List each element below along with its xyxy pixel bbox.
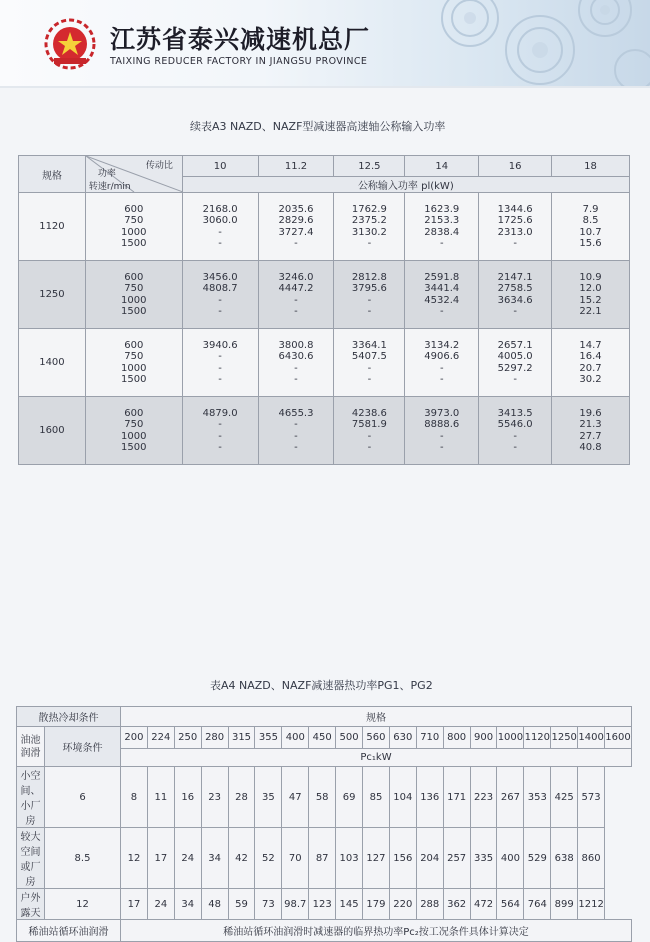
power-value: 4532.4 [424,294,460,306]
speed-cell [85,329,182,397]
power-value: - [218,419,222,430]
power-cell [552,261,630,329]
thermal-power-cell: 35 [255,767,282,828]
thermal-power-cell: 288 [416,889,443,920]
thermal-power-cell: 11 [147,767,174,828]
power-value: 1725.6 [497,215,533,226]
size-header: 1250 [551,727,578,749]
table-row [19,261,630,329]
company-name-en: TAIXING REDUCER FACTORY IN JIANGSU PROVINCE [110,56,368,67]
thermal-power-cell: 127 [363,828,390,889]
power-value: 27.7 [579,430,602,442]
thermal-power-cell: 335 [470,828,497,889]
ratio-header: 16 [479,156,552,177]
env-label: 较大空间或厂房 [17,828,45,889]
power-cell [479,329,552,397]
company-logo-icon [44,18,96,70]
power-value: - [294,430,298,442]
power-value: 40.8 [579,442,602,453]
thermal-power-cell: 171 [443,767,470,828]
power-value: 4879.0 [202,407,238,419]
unit-cell: Pc₁kW [121,749,632,767]
power-value: 30.2 [579,374,602,385]
power-value: - [439,362,444,374]
table-a4-caption: 表A4 NAZD、NAZF减速器热功率PG1、PG2 [210,679,433,692]
power-cell [182,261,258,329]
speed-value: 1000 [121,226,147,238]
power-value: - [367,430,372,442]
power-value: - [218,238,222,249]
power-cell [258,261,334,329]
power-value: 5297.2 [497,362,533,374]
power-cell [182,397,258,465]
power-value: 3130.2 [351,226,387,238]
power-value: 4906.6 [424,351,460,362]
power-value: 3727.4 [278,226,314,238]
table-a3 [18,155,630,465]
thermal-power-cell: 58 [309,767,336,828]
size-header: 224 [147,727,174,749]
thermal-power-cell: 24 [147,889,174,920]
thermal-power-cell: 1212 [578,889,605,920]
gear-decoration-icon [390,0,650,88]
speed-value: 1000 [121,294,147,306]
speed-value: 1500 [121,442,147,453]
col-spec-header: 规格 [19,156,86,193]
speed-value: 1000 [121,430,147,442]
thermal-power-cell: 34 [201,828,228,889]
thermal-power-cell: 8.5 [45,828,121,889]
power-cell [334,193,405,261]
power-value: 2591.8 [424,271,460,283]
thermal-power-cell: 123 [309,889,336,920]
thermal-power-cell: 34 [174,889,201,920]
power-cell [258,397,334,465]
power-value: 3973.0 [424,407,460,419]
thermal-power-cell: 764 [524,889,551,920]
power-value: - [513,238,517,249]
power-value: 6430.6 [278,351,314,362]
power-value: 21.3 [579,419,602,430]
speed-value: 1500 [121,374,147,385]
thermal-power-cell: 70 [282,828,309,889]
thermal-power-cell: 204 [416,828,443,889]
power-value: - [218,374,222,385]
thermal-power-cell: 353 [524,767,551,828]
power-value: 3634.6 [497,294,533,306]
thermal-power-cell: 529 [524,828,551,889]
speed-value: 600 [124,203,144,215]
power-value: 2147.1 [497,271,533,283]
power-value: 1762.9 [351,203,387,215]
power-cell [552,397,630,465]
power-value: - [439,374,444,385]
power-cell [552,329,630,397]
header-divider [0,86,650,88]
thermal-power-cell: 24 [174,828,201,889]
diag-power-label: 功率 [97,169,116,179]
power-value: - [218,442,222,453]
unit-label: 公称输入功率 pl(kW) [182,177,629,193]
power-value: - [294,306,298,317]
ratio-header: 18 [552,156,630,177]
power-cell [479,193,552,261]
power-value: 2812.8 [351,271,387,283]
speed-value: 1500 [121,238,147,249]
power-cell [182,329,258,397]
circulation-label: 稀油站循环油润滑 [17,920,121,942]
power-value: - [367,442,372,453]
power-value: - [513,374,517,385]
power-value: - [218,226,222,238]
speed-cell [85,261,182,329]
power-value: - [367,362,372,374]
power-value: 4238.6 [351,407,387,419]
power-value: - [218,362,222,374]
power-cell [405,193,479,261]
env-header: 环境条件 [45,727,121,767]
power-value: 3456.0 [202,271,238,283]
power-cell [334,397,405,465]
power-value: 5407.5 [351,351,387,362]
power-value: 2313.0 [497,226,533,238]
thermal-power-cell: 28 [228,767,255,828]
power-value: 2168.0 [202,203,238,215]
power-value: 16.4 [579,351,602,362]
power-cell [405,261,479,329]
spec-header: 规格 [121,707,632,727]
speed-value: 600 [124,407,144,419]
size-header: 250 [174,727,201,749]
thermal-power-cell: 472 [470,889,497,920]
thermal-power-cell: 638 [551,828,578,889]
power-value: 2657.1 [497,339,533,351]
table-row [17,889,632,920]
thermal-power-cell: 223 [470,767,497,828]
power-cell [405,397,479,465]
thermal-power-cell: 23 [201,767,228,828]
thermal-power-cell: 860 [578,828,605,889]
page-header [0,0,650,88]
thermal-power-cell: 69 [336,767,363,828]
power-value: 4005.0 [497,351,533,362]
power-value: - [439,238,444,249]
speed-value: 750 [124,419,144,430]
size-header: 315 [228,727,255,749]
power-value: - [218,294,222,306]
power-value: 15.6 [579,238,602,249]
power-cell [479,261,552,329]
power-value: - [218,306,222,317]
power-value: 20.7 [579,362,602,374]
power-cell [479,397,552,465]
thermal-power-cell: 156 [389,828,416,889]
table-row [19,193,630,261]
thermal-power-cell: 47 [282,767,309,828]
thermal-power-cell: 899 [551,889,578,920]
power-value: 3413.5 [497,407,533,419]
power-value: - [367,374,372,385]
power-cell [258,193,334,261]
spec-cell: 1600 [19,397,86,465]
size-header: 500 [336,727,363,749]
power-value: 8888.6 [424,419,460,430]
thermal-power-cell: 564 [497,889,524,920]
power-value: - [218,430,222,442]
power-value: 2375.2 [351,215,387,226]
power-value: - [294,374,298,385]
size-header: 630 [389,727,416,749]
thermal-power-cell: 52 [255,828,282,889]
speed-value: 1500 [121,306,147,317]
speed-cell [85,193,182,261]
table-row [17,767,632,828]
power-value: 2838.4 [424,226,460,238]
oil-bath-group [17,727,45,767]
power-value: 1344.6 [497,203,533,215]
size-header: 1600 [605,727,632,749]
power-value: 10.9 [579,271,602,283]
power-cell [182,193,258,261]
power-value: 12.0 [579,283,602,294]
env-label: 户外露天 [17,889,45,920]
table-row [19,397,630,465]
power-value: 1623.9 [424,203,460,215]
thermal-power-cell: 8 [121,767,148,828]
thermal-power-cell: 145 [336,889,363,920]
thermal-power-cell: 179 [363,889,390,920]
power-value: 8.5 [582,215,599,226]
power-value: - [367,238,372,249]
speed-value: 1000 [121,362,147,374]
circulation-note: 稀油站循环油润滑时减速器的临界热功率Pc₂按工况条件具体计算决定 [121,920,632,942]
thermal-power-cell: 425 [551,767,578,828]
power-value: 2829.6 [278,215,314,226]
size-header: 200 [121,727,148,749]
table-a4 [16,706,632,942]
thermal-power-cell: 104 [389,767,416,828]
ratio-header: 14 [405,156,479,177]
thermal-power-cell: 267 [497,767,524,828]
oil-bath-label: 油池润滑 [20,734,41,759]
spec-cell: 1250 [19,261,86,329]
power-cell [258,329,334,397]
thermal-power-cell: 257 [443,828,470,889]
thermal-power-cell: 12 [45,889,121,920]
power-cell [405,329,479,397]
power-value: 2758.5 [497,283,533,294]
power-cell [334,329,405,397]
power-value: 4447.2 [278,283,314,294]
power-value: 3795.6 [351,283,387,294]
diagonal-header [85,156,182,193]
power-value: 3441.4 [424,283,460,294]
speed-value: 750 [124,283,144,294]
power-value: - [439,442,444,453]
thermal-power-cell: 48 [201,889,228,920]
thermal-power-cell: 103 [336,828,363,889]
power-value: - [294,362,298,374]
power-value: - [513,306,517,317]
thermal-power-cell: 73 [255,889,282,920]
company-name-cn: 江苏省泰兴减速机总厂 [110,25,371,54]
env-label: 小空间、小厂房 [17,767,45,828]
table-a3-caption: 续表A3 NAZD、NAZF型减速器高速轴公称输入功率 [190,120,446,133]
thermal-power-cell: 362 [443,889,470,920]
speed-cell [85,397,182,465]
power-value: 3134.2 [424,339,460,351]
power-cell [552,193,630,261]
size-header: 1400 [578,727,605,749]
power-value: 7.9 [582,203,599,215]
ratio-header: 12.5 [334,156,405,177]
power-value: 7581.9 [351,419,387,430]
power-value: 15.2 [579,294,602,306]
size-header: 355 [255,727,282,749]
thermal-power-cell: 17 [147,828,174,889]
size-header: 900 [470,727,497,749]
power-value: - [294,442,298,453]
power-value: - [513,442,517,453]
ratio-header: 10 [182,156,258,177]
speed-value: 600 [124,339,144,351]
power-value: - [439,430,444,442]
speed-value: 600 [124,271,144,283]
size-header: 280 [201,727,228,749]
size-header: 1120 [524,727,551,749]
size-header: 1000 [497,727,524,749]
power-value: - [367,306,372,317]
power-value: - [294,419,298,430]
power-value: 19.6 [579,407,602,419]
size-header: 450 [309,727,336,749]
cooling-header: 散热冷却条件 [17,707,121,727]
thermal-power-cell: 87 [309,828,336,889]
thermal-power-cell: 85 [363,767,390,828]
power-value: 14.7 [579,339,602,351]
power-value: 3364.1 [351,339,387,351]
power-value: 3800.8 [278,339,314,351]
power-value: 3246.0 [278,271,314,283]
thermal-power-cell: 42 [228,828,255,889]
table-row [17,828,632,889]
table-row [19,329,630,397]
thermal-power-cell: 98.7 [282,889,309,920]
power-value: 22.1 [579,306,602,317]
thermal-power-cell: 400 [497,828,524,889]
size-header: 560 [363,727,390,749]
power-cell [334,261,405,329]
power-value: - [513,430,517,442]
speed-value: 750 [124,351,144,362]
thermal-power-cell: 12 [121,828,148,889]
ratio-header: 11.2 [258,156,334,177]
power-value: 2153.3 [424,215,460,226]
power-value: - [439,306,444,317]
thermal-power-cell: 59 [228,889,255,920]
thermal-power-cell: 17 [121,889,148,920]
power-value: 4655.3 [278,407,314,419]
power-value: 5546.0 [497,419,533,430]
diag-ratio-label: 传动比 [145,161,173,171]
thermal-power-cell: 136 [416,767,443,828]
power-value: - [294,294,298,306]
spec-cell: 1120 [19,193,86,261]
speed-value: 750 [124,215,144,226]
power-value: - [218,351,222,362]
thermal-power-cell: 6 [45,767,121,828]
thermal-power-cell: 573 [578,767,605,828]
power-value: 2035.6 [278,203,314,215]
diag-speed-label: 转速r/min [88,182,131,192]
power-value: 4808.7 [202,283,238,294]
power-value: 3060.0 [202,215,238,226]
power-value: - [367,294,372,306]
size-header: 400 [282,727,309,749]
power-value: 3940.6 [202,339,238,351]
size-header: 710 [416,727,443,749]
power-value: 10.7 [579,226,602,238]
power-value: - [294,238,298,249]
spec-cell: 1400 [19,329,86,397]
thermal-power-cell: 220 [389,889,416,920]
thermal-power-cell: 16 [174,767,201,828]
size-header: 800 [443,727,470,749]
